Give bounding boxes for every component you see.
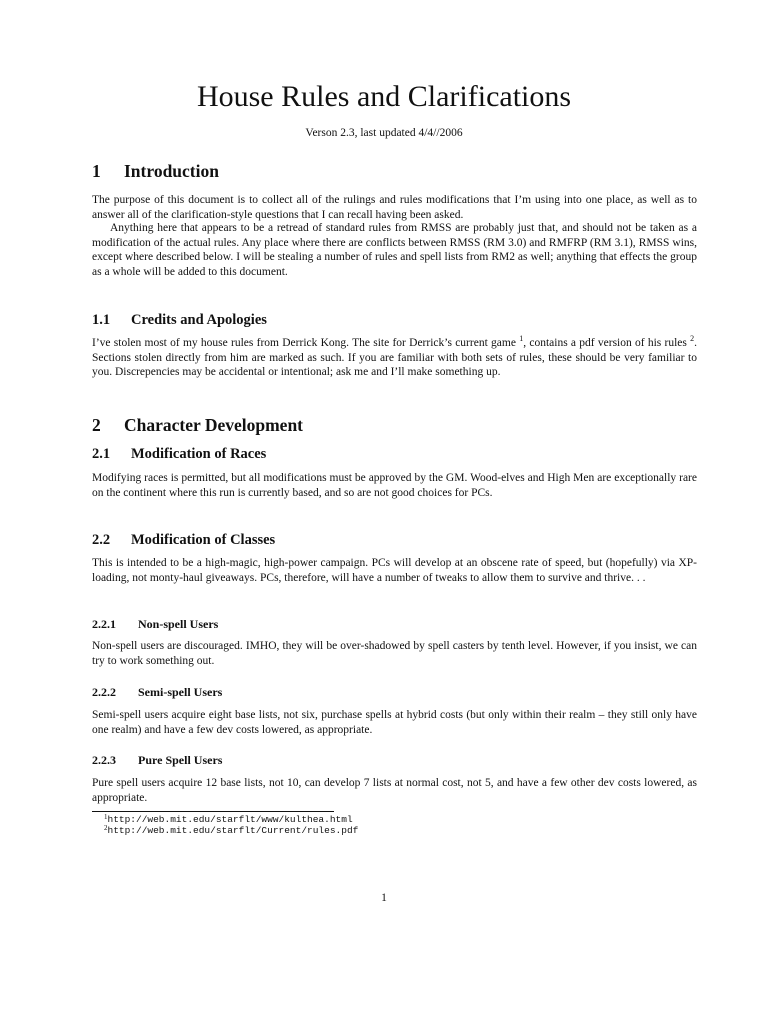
subsubsection-number: 2.2.1 bbox=[92, 617, 116, 631]
subsubsection-heading-pure-spell-users bbox=[92, 753, 222, 768]
subsection-title: Credits and Apologies bbox=[131, 312, 267, 328]
footnote-mark: 2 bbox=[104, 824, 108, 832]
subsection-number: 2.2 bbox=[92, 532, 111, 548]
subsection-heading-races bbox=[92, 445, 266, 463]
subsubsection-number: 2.2.2 bbox=[92, 685, 116, 699]
credits-paragraph bbox=[92, 336, 697, 380]
footnote-ref-2: 2 bbox=[690, 334, 695, 343]
subsection-heading-classes bbox=[92, 531, 275, 549]
subsubsection-heading-non-spell-users bbox=[92, 617, 218, 632]
subsection-heading-credits bbox=[92, 311, 267, 329]
footnote-url[interactable]: http://web.mit.edu/starflt/Current/rules.pdf bbox=[107, 825, 359, 836]
footnote-ref-1: 1 bbox=[519, 334, 524, 343]
intro-paragraph-1: The purpose of this document is to collect all of the rulings and rules modifications that I’m using into one place, as well as to answer all of the clarification-style questions that I can recall having been asked. bbox=[92, 194, 697, 221]
footnote-url[interactable]: http://web.mit.edu/starflt/www/kulthea.html bbox=[107, 814, 353, 825]
subsection-title: Modification of Races bbox=[131, 446, 267, 462]
section-title: Introduction bbox=[124, 161, 219, 181]
section-heading-character-development bbox=[92, 415, 303, 435]
page-number: 1 bbox=[381, 892, 387, 904]
subsubsection-number: 2.2.3 bbox=[92, 753, 116, 767]
races-paragraph: Modifying races is permitted, but all modifications must be approved by the GM. Wood-elves and High Men are exceptionally rare on the continent where this run is currently based, and so are not good choices for PCs. bbox=[92, 472, 697, 499]
subsection-number: 2.1 bbox=[92, 446, 111, 462]
subsubsection-title: Non-spell Users bbox=[138, 617, 219, 631]
section-heading-introduction bbox=[92, 161, 219, 181]
footnote-rule bbox=[92, 811, 334, 812]
footnote-2 bbox=[104, 825, 358, 836]
subsubsection-title: Semi-spell Users bbox=[138, 685, 223, 699]
section-number: 1 bbox=[92, 161, 101, 181]
classes-paragraph: This is intended to be a high-magic, high-power campaign. PCs will develop at an obscene rate of speed, but (hopefully) via XP-loading, not monty-haul giveaways. PCs, therefore, will have a number of tweaks to allow them to survive and thrive. . . bbox=[92, 557, 697, 584]
non-spell-users-paragraph: Non-spell users are discouraged. IMHO, they will be over-shadowed by spell casters by tenth level. However, if you insist, we can try to work something out. bbox=[92, 640, 697, 667]
section-number: 2 bbox=[92, 415, 101, 435]
subsection-title: Modification of Classes bbox=[131, 532, 276, 548]
credits-text-b: , contains a pdf version of his rules bbox=[523, 337, 691, 349]
semi-spell-users-paragraph: Semi-spell users acquire eight base lists, not six, purchase spells at hybrid costs (but only within their realm – they still only have one realm) and have a few dev costs lowered, as appropriate. bbox=[92, 709, 697, 736]
section-title: Character Development bbox=[124, 415, 303, 435]
credits-text-a: I’ve stolen most of my house rules from Derrick Kong. The site for Derrick’s current game bbox=[92, 337, 520, 349]
pure-spell-users-paragraph: Pure spell users acquire 12 base lists, not 10, can develop 7 lists at normal cost, not 5, and have a few other dev costs lowered, as appropriate. bbox=[92, 777, 697, 804]
intro-paragraph-2: Anything here that appears to be a retread of standard rules from RMSS are probably just that, and should not be taken as a modification of the actual rules. Any place where there are conflicts between RMSS (RM 3.0) and RMFRP (RM 3.1), RMSS wins, except where described below. I will be stealing a number of rules and spell lists from RM2 as well; anything that effects the group as a whole will be added to this document. bbox=[92, 222, 697, 278]
subsubsection-title: Pure Spell Users bbox=[138, 753, 223, 767]
document-version: Verson 2.3, last updated 4/4//2006 bbox=[305, 127, 463, 139]
footnote-1 bbox=[104, 814, 353, 825]
footnote-mark: 1 bbox=[104, 813, 108, 821]
subsubsection-heading-semi-spell-users bbox=[92, 685, 222, 700]
document-title: House Rules and Clarifications bbox=[196, 80, 572, 113]
subsection-number: 1.1 bbox=[92, 312, 111, 328]
credits-text-c: . Sections stolen directly from him are marked as such. If you are familiar with both sets of rules, these should be very familiar to you. Discrepencies may be accidental or intentional; ask me and I’ll make something up. bbox=[92, 337, 698, 378]
